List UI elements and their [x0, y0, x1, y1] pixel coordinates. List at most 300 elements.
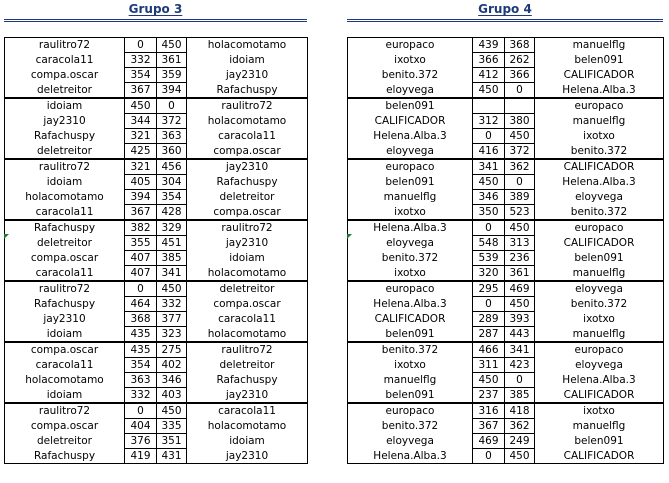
away-score-cell: 450: [157, 404, 187, 419]
away-score-cell: 332: [157, 297, 187, 312]
away-score-cell: 450: [505, 297, 535, 312]
away-player-cell: jay2310: [187, 68, 308, 83]
away-score-cell: 275: [157, 343, 187, 358]
away-player-cell: CALIFICADOR: [535, 68, 664, 83]
home-score-cell: 469: [473, 434, 505, 449]
home-score-cell: 439: [473, 38, 505, 53]
away-score-cell: 335: [157, 419, 187, 434]
home-score-cell: 367: [125, 83, 157, 98]
match-row: [5, 68, 308, 83]
home-score-cell: 416: [473, 144, 505, 159]
match-row: [348, 83, 664, 98]
away-player-cell: ixotxo: [535, 129, 664, 144]
match-row: [348, 38, 664, 53]
home-player-cell: caracola11: [5, 53, 125, 68]
home-score-cell: 435: [125, 327, 157, 342]
home-player-cell: ixotxo: [348, 358, 473, 373]
away-player-cell: ixotxo: [535, 312, 664, 327]
match-row: [5, 114, 308, 129]
home-player-cell: europaco: [348, 282, 473, 297]
home-player-cell: benito.372: [348, 68, 473, 83]
away-score-cell: 450: [505, 449, 535, 464]
home-player-cell: Rafachuspy: [5, 449, 125, 464]
home-player-cell: eloyvega: [348, 83, 473, 98]
match-row: [5, 83, 308, 98]
home-score-cell: 311: [473, 358, 505, 373]
match-round-table: [4, 159, 308, 220]
away-score-cell: 456: [157, 160, 187, 175]
home-score-cell: 316: [473, 404, 505, 419]
away-player-cell: CALIFICADOR: [535, 236, 664, 251]
away-score-cell: 0: [505, 373, 535, 388]
group-title: Grupo 3: [128, 2, 183, 16]
away-score-cell: 346: [157, 373, 187, 388]
match-row: [348, 251, 664, 266]
away-score-cell: 450: [505, 221, 535, 236]
home-player-cell: europaco: [348, 404, 473, 419]
match-round-table: [4, 37, 308, 98]
match-row: [348, 190, 664, 205]
match-row: [5, 175, 308, 190]
home-score-cell: 407: [125, 251, 157, 266]
home-player-cell: idoiam: [5, 388, 125, 403]
home-player-cell: europaco: [348, 160, 473, 175]
away-player-cell: europaco: [535, 221, 664, 236]
title-rule: [4, 19, 307, 22]
away-score-cell: 0: [505, 83, 535, 98]
match-row: [5, 312, 308, 327]
home-player-cell: Helena.Alba.3: [348, 221, 473, 236]
away-score-cell: 443: [505, 327, 535, 342]
match-round-table: [347, 37, 664, 98]
match-row: [5, 327, 308, 342]
match-row: [5, 297, 308, 312]
match-row: [348, 404, 664, 419]
home-score-cell: 0: [473, 297, 505, 312]
away-player-cell: Rafachuspy: [187, 83, 308, 98]
home-player-cell: belen091: [348, 175, 473, 190]
match-row: [5, 266, 308, 281]
away-player-cell: Helena.Alba.3: [535, 373, 664, 388]
away-score-cell: 451: [157, 236, 187, 251]
home-player-cell: ixotxo: [348, 266, 473, 281]
away-score-cell: 323: [157, 327, 187, 342]
match-row: [348, 312, 664, 327]
home-score-cell: 0: [473, 129, 505, 144]
match-row: [348, 419, 664, 434]
home-player-cell: Helena.Alba.3: [348, 297, 473, 312]
away-score-cell: 249: [505, 434, 535, 449]
home-player-cell: raulitro72: [5, 38, 125, 53]
home-score-cell: 321: [125, 160, 157, 175]
away-score-cell: 380: [505, 114, 535, 129]
away-player-cell: Helena.Alba.3: [535, 83, 664, 98]
match-row: [5, 419, 308, 434]
away-score-cell: 304: [157, 175, 187, 190]
match-round-table: [347, 220, 664, 281]
match-round-table: [347, 403, 664, 464]
home-score-cell: 0: [473, 449, 505, 464]
away-player-cell: holacomotamo: [187, 266, 308, 281]
home-score-cell: 344: [125, 114, 157, 129]
home-player-cell: belen091: [348, 388, 473, 403]
away-score-cell: 428: [157, 205, 187, 220]
home-score-cell: 0: [125, 38, 157, 53]
away-score-cell: 372: [157, 114, 187, 129]
match-row: [348, 205, 664, 220]
home-player-cell: ixotxo: [348, 53, 473, 68]
away-player-cell: idoiam: [187, 53, 308, 68]
away-score-cell: 363: [157, 129, 187, 144]
group-title: Grupo 4: [478, 2, 532, 16]
home-player-cell: deletreitor: [5, 434, 125, 449]
match-row: [5, 221, 308, 236]
away-score-cell: 329: [157, 221, 187, 236]
away-player-cell: eloyvega: [535, 282, 664, 297]
away-player-cell: holacomotamo: [187, 327, 308, 342]
match-row: [348, 53, 664, 68]
away-player-cell: caracola11: [187, 404, 308, 419]
match-row: [5, 38, 308, 53]
match-round-table: [4, 220, 308, 281]
match-row: [5, 373, 308, 388]
home-score-cell: 539: [473, 251, 505, 266]
home-score-cell: 394: [125, 190, 157, 205]
away-score-cell: 377: [157, 312, 187, 327]
home-score-cell: 332: [125, 388, 157, 403]
match-round-table: [4, 403, 308, 464]
away-player-cell: belen091: [535, 251, 664, 266]
away-score-cell: [505, 99, 535, 114]
away-player-cell: raulitro72: [187, 221, 308, 236]
match-row: [348, 175, 664, 190]
home-player-cell: compa.oscar: [5, 419, 125, 434]
home-score-cell: 0: [473, 221, 505, 236]
home-player-cell: holacomotamo: [5, 373, 125, 388]
away-score-cell: 361: [505, 266, 535, 281]
away-score-cell: 362: [505, 160, 535, 175]
home-score-cell: 354: [125, 358, 157, 373]
away-score-cell: 450: [505, 129, 535, 144]
home-player-cell: belen091: [348, 99, 473, 114]
rounds-container: [4, 37, 307, 464]
home-score-cell: 287: [473, 327, 505, 342]
match-row: [348, 297, 664, 312]
match-row: [5, 99, 308, 114]
match-row: [5, 251, 308, 266]
home-player-cell: CALIFICADOR: [348, 114, 473, 129]
away-player-cell: eloyvega: [535, 190, 664, 205]
away-player-cell: compa.oscar: [187, 205, 308, 220]
away-score-cell: 450: [157, 282, 187, 297]
home-score-cell: 464: [125, 297, 157, 312]
home-player-cell: caracola11: [5, 205, 125, 220]
away-score-cell: 372: [505, 144, 535, 159]
home-score-cell: 366: [473, 53, 505, 68]
away-player-cell: caracola11: [187, 129, 308, 144]
home-score-cell: 450: [473, 373, 505, 388]
match-row: [5, 144, 308, 159]
away-player-cell: deletreitor: [187, 358, 308, 373]
match-row: [348, 434, 664, 449]
home-player-cell: idoiam: [5, 99, 125, 114]
home-score-cell: 412: [473, 68, 505, 83]
home-score-cell: 355: [125, 236, 157, 251]
away-player-cell: belen091: [535, 53, 664, 68]
away-player-cell: europaco: [535, 343, 664, 358]
away-score-cell: 359: [157, 68, 187, 83]
home-score-cell: 367: [125, 205, 157, 220]
away-score-cell: 0: [505, 175, 535, 190]
match-row: [348, 282, 664, 297]
rounds-container: [347, 37, 663, 464]
home-player-cell: Helena.Alba.3: [348, 449, 473, 464]
match-row: [348, 327, 664, 342]
home-score-cell: 376: [125, 434, 157, 449]
home-score-cell: 237: [473, 388, 505, 403]
away-player-cell: benito.372: [535, 144, 664, 159]
match-row: [348, 160, 664, 175]
away-player-cell: deletreitor: [187, 190, 308, 205]
home-player-cell: idoiam: [5, 327, 125, 342]
away-player-cell: manuelflg: [535, 114, 664, 129]
match-row: [5, 190, 308, 205]
match-row: [5, 404, 308, 419]
home-score-cell: 368: [125, 312, 157, 327]
away-score-cell: 0: [157, 99, 187, 114]
away-player-cell: idoiam: [187, 434, 308, 449]
away-player-cell: idoiam: [187, 251, 308, 266]
match-row: [348, 449, 664, 464]
away-player-cell: deletreitor: [187, 282, 308, 297]
home-score-cell: 425: [125, 144, 157, 159]
away-score-cell: 354: [157, 190, 187, 205]
match-row: [5, 236, 308, 251]
home-player-cell: eloyvega: [348, 434, 473, 449]
home-player-cell: raulitro72: [5, 160, 125, 175]
home-player-cell: belen091: [348, 327, 473, 342]
away-score-cell: 385: [505, 388, 535, 403]
away-player-cell: Helena.Alba.3: [535, 175, 664, 190]
home-player-cell: caracola11: [5, 266, 125, 281]
match-round-table: [347, 159, 664, 220]
home-score-cell: 346: [473, 190, 505, 205]
away-score-cell: 403: [157, 388, 187, 403]
away-player-cell: compa.oscar: [187, 297, 308, 312]
away-score-cell: 313: [505, 236, 535, 251]
away-player-cell: europaco: [535, 99, 664, 114]
home-score-cell: 350: [473, 205, 505, 220]
away-score-cell: 341: [157, 266, 187, 281]
away-player-cell: raulitro72: [187, 99, 308, 114]
away-score-cell: 523: [505, 205, 535, 220]
away-player-cell: manuelflg: [535, 38, 664, 53]
away-score-cell: 393: [505, 312, 535, 327]
match-round-table: [347, 342, 664, 403]
home-score-cell: 363: [125, 373, 157, 388]
home-player-cell: deletreitor: [5, 236, 125, 251]
home-score-cell: 450: [473, 175, 505, 190]
home-player-cell: eloyvega: [348, 236, 473, 251]
home-score-cell: 295: [473, 282, 505, 297]
home-score-cell: 367: [473, 419, 505, 434]
away-score-cell: 389: [505, 190, 535, 205]
match-round-table: [4, 342, 308, 403]
cell-comment-marker: [347, 234, 352, 239]
away-score-cell: 341: [505, 343, 535, 358]
away-score-cell: 351: [157, 434, 187, 449]
home-player-cell: jay2310: [5, 312, 125, 327]
home-player-cell: idoiam: [5, 175, 125, 190]
home-score-cell: 0: [125, 404, 157, 419]
home-player-cell: deletreitor: [5, 144, 125, 159]
away-score-cell: 368: [505, 38, 535, 53]
home-player-cell: ixotxo: [348, 205, 473, 220]
home-player-cell: manuelflg: [348, 190, 473, 205]
away-player-cell: raulitro72: [187, 343, 308, 358]
away-player-cell: holacomotamo: [187, 419, 308, 434]
home-player-cell: Rafachuspy: [5, 297, 125, 312]
match-row: [5, 358, 308, 373]
away-player-cell: jay2310: [187, 236, 308, 251]
home-score-cell: 354: [125, 68, 157, 83]
home-player-cell: holacomotamo: [5, 190, 125, 205]
away-score-cell: 362: [505, 419, 535, 434]
home-player-cell: caracola11: [5, 358, 125, 373]
match-row: [348, 144, 664, 159]
home-player-cell: deletreitor: [5, 83, 125, 98]
home-player-cell: Rafachuspy: [5, 129, 125, 144]
match-row: [5, 434, 308, 449]
home-player-cell: benito.372: [348, 419, 473, 434]
away-player-cell: holacomotamo: [187, 114, 308, 129]
match-row: [348, 236, 664, 251]
away-score-cell: 469: [505, 282, 535, 297]
match-row: [348, 373, 664, 388]
home-player-cell: benito.372: [348, 343, 473, 358]
match-row: [5, 129, 308, 144]
away-score-cell: 361: [157, 53, 187, 68]
home-player-cell: Rafachuspy: [5, 221, 125, 236]
home-player-cell: CALIFICADOR: [348, 312, 473, 327]
group-3-panel: [4, 0, 307, 464]
away-score-cell: 431: [157, 449, 187, 464]
match-row: [348, 129, 664, 144]
home-player-cell: jay2310: [5, 114, 125, 129]
home-score-cell: [473, 99, 505, 114]
home-score-cell: 332: [125, 53, 157, 68]
home-score-cell: 450: [125, 99, 157, 114]
home-score-cell: 450: [473, 83, 505, 98]
away-player-cell: belen091: [535, 434, 664, 449]
away-player-cell: jay2310: [187, 388, 308, 403]
home-score-cell: 341: [473, 160, 505, 175]
match-row: [5, 282, 308, 297]
away-score-cell: 360: [157, 144, 187, 159]
home-player-cell: eloyvega: [348, 144, 473, 159]
home-player-cell: raulitro72: [5, 404, 125, 419]
away-score-cell: 394: [157, 83, 187, 98]
home-player-cell: raulitro72: [5, 282, 125, 297]
away-player-cell: manuelflg: [535, 327, 664, 342]
match-row: [348, 114, 664, 129]
away-score-cell: 366: [505, 68, 535, 83]
away-player-cell: ixotxo: [535, 404, 664, 419]
match-row: [5, 160, 308, 175]
match-round-table: [347, 281, 664, 342]
match-row: [5, 53, 308, 68]
home-score-cell: 435: [125, 343, 157, 358]
home-score-cell: 404: [125, 419, 157, 434]
match-row: [5, 449, 308, 464]
match-row: [348, 343, 664, 358]
away-score-cell: 236: [505, 251, 535, 266]
away-player-cell: compa.oscar: [187, 144, 308, 159]
home-player-cell: manuelflg: [348, 373, 473, 388]
away-player-cell: CALIFICADOR: [535, 388, 664, 403]
home-score-cell: 321: [125, 129, 157, 144]
match-row: [5, 388, 308, 403]
away-score-cell: 385: [157, 251, 187, 266]
away-score-cell: 402: [157, 358, 187, 373]
title-rule: [347, 19, 663, 22]
away-player-cell: jay2310: [187, 160, 308, 175]
home-score-cell: 320: [473, 266, 505, 281]
away-player-cell: eloyvega: [535, 358, 664, 373]
match-row: [348, 68, 664, 83]
match-row: [348, 388, 664, 403]
away-player-cell: benito.372: [535, 205, 664, 220]
away-player-cell: manuelflg: [535, 266, 664, 281]
home-player-cell: Helena.Alba.3: [348, 129, 473, 144]
home-player-cell: compa.oscar: [5, 251, 125, 266]
away-player-cell: CALIFICADOR: [535, 449, 664, 464]
home-score-cell: 0: [125, 282, 157, 297]
cell-comment-marker: [4, 234, 9, 239]
away-player-cell: benito.372: [535, 297, 664, 312]
match-row: [348, 266, 664, 281]
home-player-cell: compa.oscar: [5, 68, 125, 83]
home-score-cell: 419: [125, 449, 157, 464]
away-player-cell: jay2310: [187, 449, 308, 464]
home-score-cell: 466: [473, 343, 505, 358]
home-score-cell: 407: [125, 266, 157, 281]
home-player-cell: compa.oscar: [5, 343, 125, 358]
match-row: [348, 221, 664, 236]
away-player-cell: holacomotamo: [187, 38, 308, 53]
match-row: [5, 343, 308, 358]
home-score-cell: 405: [125, 175, 157, 190]
away-player-cell: CALIFICADOR: [535, 160, 664, 175]
home-score-cell: 312: [473, 114, 505, 129]
group-4-panel: [347, 0, 663, 464]
home-score-cell: 548: [473, 236, 505, 251]
match-round-table: [4, 98, 308, 159]
match-round-table: [4, 281, 308, 342]
away-player-cell: Rafachuspy: [187, 373, 308, 388]
match-round-table: [347, 98, 664, 159]
match-row: [348, 99, 664, 114]
home-score-cell: 289: [473, 312, 505, 327]
away-score-cell: 450: [157, 38, 187, 53]
away-score-cell: 418: [505, 404, 535, 419]
away-player-cell: Rafachuspy: [187, 175, 308, 190]
away-player-cell: caracola11: [187, 312, 308, 327]
match-row: [5, 205, 308, 220]
away-score-cell: 262: [505, 53, 535, 68]
match-row: [348, 358, 664, 373]
home-score-cell: 382: [125, 221, 157, 236]
